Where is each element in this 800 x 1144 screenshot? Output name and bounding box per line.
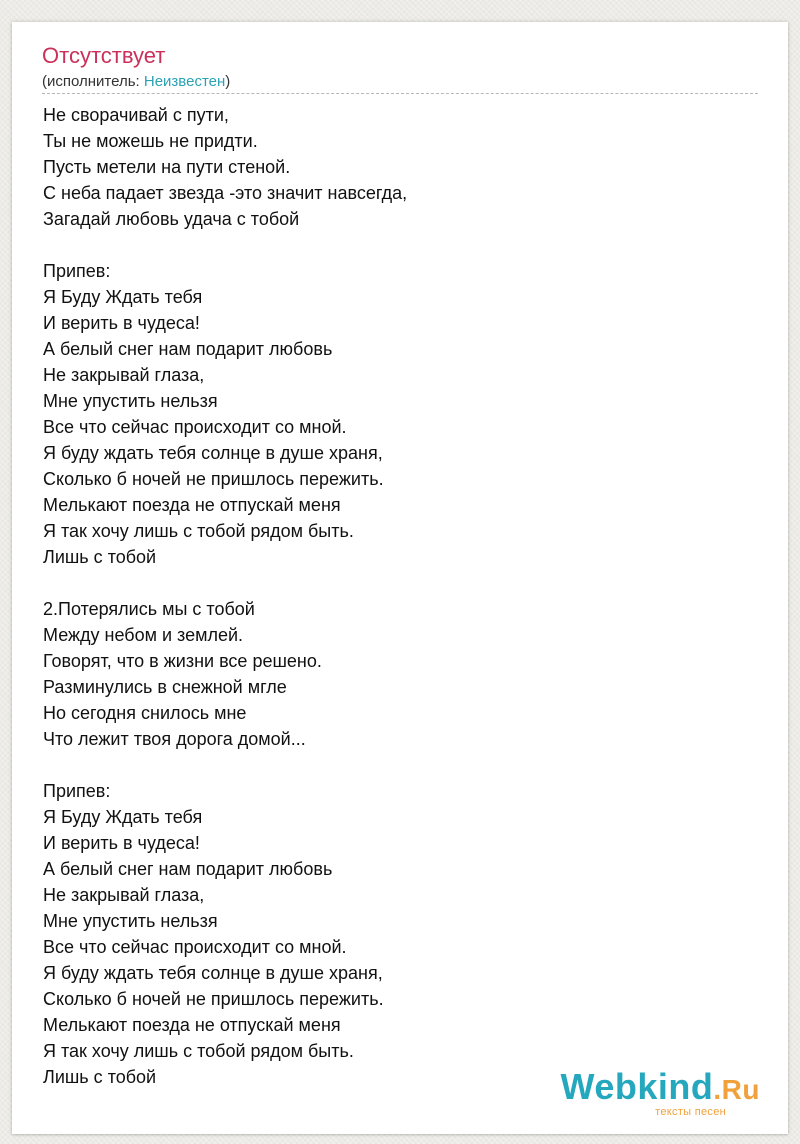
lyric-line: Загадай любовь удача с тобой <box>43 209 300 229</box>
lyric-line: Мне упустить нельзя <box>43 911 218 931</box>
lyric-line: И верить в чудеса! <box>43 313 200 333</box>
lyric-line: Припев: <box>43 261 111 281</box>
artist-suffix: ) <box>225 73 231 90</box>
lyric-line: А белый снег нам подарит любовь <box>43 859 333 879</box>
lyric-line: Что лежит твоя дорога домой... <box>43 729 306 749</box>
lyric-line: Лишь с тобой <box>43 1067 157 1087</box>
title-divider <box>42 93 758 94</box>
lyric-line: А белый снег нам подарит любовь <box>43 339 333 359</box>
artist-prefix: (исполнитель: <box>42 73 144 90</box>
lyrics-body <box>43 102 763 1090</box>
lyric-line: Не сворачивай с пути, <box>43 105 229 125</box>
lyric-line: Мелькают поезда не отпускай меня <box>43 495 341 515</box>
lyric-line <box>43 232 763 258</box>
logo-tagline: тексты песен <box>655 1106 726 1118</box>
lyric-line: Не закрывай глаза, <box>43 885 205 905</box>
lyric-line: Я так хочу лишь с тобой рядом быть. <box>43 521 354 541</box>
lyric-line: И верить в чудеса! <box>43 833 200 853</box>
lyric-line: Я Буду Ждать тебя <box>43 287 203 307</box>
lyric-line: С неба падает звезда -это значит навсегда, <box>43 183 408 203</box>
lyric-line <box>43 570 763 596</box>
song-title: Отсутствует <box>42 43 166 68</box>
logo-domain: .Ru <box>713 1074 760 1105</box>
lyric-line: Но сегодня снилось мне <box>43 703 247 723</box>
lyric-line: Я Буду Ждать тебя <box>43 807 203 827</box>
lyric-line: Я так хочу лишь с тобой рядом быть. <box>43 1041 354 1061</box>
lyric-line: Говорят, что в жизни все решено. <box>43 651 322 671</box>
lyric-line: Мне упустить нельзя <box>43 391 218 411</box>
lyric-line: Разминулись в снежной мгле <box>43 677 287 697</box>
lyric-line <box>43 752 763 778</box>
lyric-line: Пусть метели на пути стеной. <box>43 157 291 177</box>
lyric-line: Припев: <box>43 781 111 801</box>
lyric-line: Все что сейчас происходит со мной. <box>43 937 347 957</box>
lyric-line: Мелькают поезда не отпускай меня <box>43 1015 341 1035</box>
lyric-line: Не закрывай глаза, <box>43 365 205 385</box>
artist-link[interactable]: Неизвестен <box>143 73 226 90</box>
lyric-line: Сколько б ночей не пришлось пережить. <box>43 469 384 489</box>
lyric-line: Лишь с тобой <box>43 547 157 567</box>
lyrics-sheet <box>12 22 788 1134</box>
site-logo[interactable] <box>560 1066 760 1118</box>
lyric-line: Я буду ждать тебя солнце в душе храня, <box>43 963 383 983</box>
lyric-line: Ты не можешь не придти. <box>43 131 258 151</box>
lyric-line: Я буду ждать тебя солнце в душе храня, <box>43 443 383 463</box>
lyric-line: Между небом и землей. <box>43 625 244 645</box>
logo-name: Webkind <box>560 1066 714 1107</box>
lyric-line: Все что сейчас происходит со мной. <box>43 417 347 437</box>
artist-line <box>42 73 230 91</box>
lyric-line: 2.Потерялись мы с тобой <box>43 599 255 619</box>
lyric-line: Сколько б ночей не пришлось пережить. <box>43 989 384 1009</box>
